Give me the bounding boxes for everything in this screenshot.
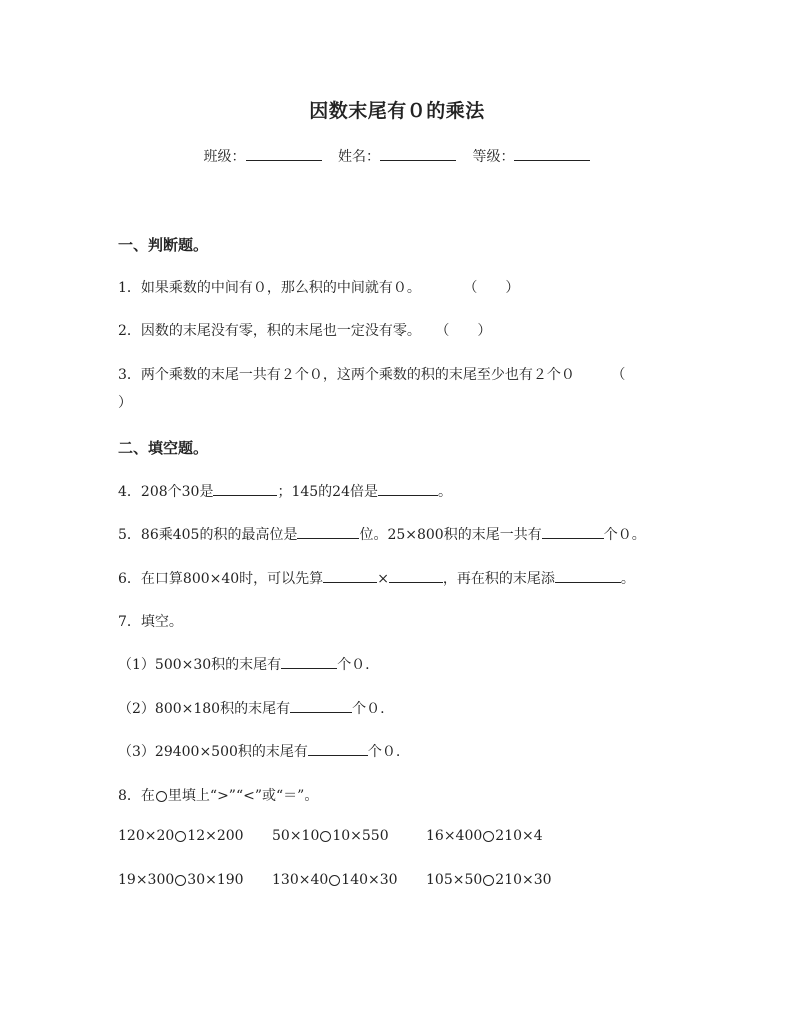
compare-5-right: 140×30: [341, 872, 398, 888]
compare-5-left: 130×40: [272, 872, 329, 888]
question-8-text-a: 8．在: [118, 788, 155, 804]
compare-item-5: [272, 872, 426, 888]
question-7-2: [118, 698, 385, 718]
question-5-text-b: 位。25×800积的末尾一共有: [359, 527, 542, 543]
question-3: [118, 364, 625, 384]
question-5-text-a: 5．86乘405的积的最高位是: [118, 527, 298, 543]
question-6-blank-1[interactable]: [323, 568, 377, 583]
question-2: [118, 320, 491, 340]
compare-item-6: [426, 872, 552, 888]
compare-6-circle[interactable]: [483, 875, 494, 886]
compare-6-right: 210×30: [495, 872, 552, 888]
question-4-blank-2[interactable]: [378, 481, 438, 496]
question-2-text: 2．因数的末尾没有零，积的末尾也一定没有零。: [118, 323, 421, 339]
compare-row-1: [118, 828, 543, 844]
question-5-blank-1[interactable]: [297, 524, 359, 539]
compare-4-circle[interactable]: [175, 875, 186, 886]
name-field: [338, 149, 460, 165]
question-7-1-text-b: 个０.: [337, 657, 370, 673]
compare-3-right: 210×4: [495, 828, 543, 844]
question-5-text-c: 个０。: [603, 527, 646, 543]
student-info-row: [0, 146, 794, 166]
compare-item-2: [272, 828, 426, 844]
class-label: 班级：: [203, 149, 246, 165]
compare-5-circle[interactable]: [329, 875, 340, 886]
question-4-text-c: 。: [438, 484, 452, 500]
question-4-text-b: ；145的24倍是: [277, 484, 378, 500]
page-title: 因数末尾有０的乘法: [309, 100, 485, 122]
question-7-3-text-b: 个０.: [367, 744, 401, 760]
compare-1-right: 12×200: [187, 828, 244, 844]
compare-3-circle[interactable]: [483, 831, 494, 842]
question-6-blank-2[interactable]: [389, 568, 443, 583]
question-1-answer-paren[interactable]: （ ）: [463, 280, 520, 296]
question-1: [118, 277, 519, 297]
question-2-answer-paren[interactable]: （ ）: [435, 323, 492, 339]
question-3-answer-paren-close: ）: [118, 395, 132, 411]
question-7-1-blank[interactable]: [281, 654, 337, 669]
question-3-answer-paren-open[interactable]: （: [611, 367, 626, 383]
question-5: [118, 524, 646, 544]
question-7-3: [118, 741, 400, 761]
question-1-text: 1．如果乘数的中间有０，那么积的中间就有０。: [118, 280, 421, 296]
grade-field: [472, 149, 590, 165]
compare-item-3: [426, 828, 543, 844]
name-label: 姓名：: [338, 149, 380, 165]
compare-1-circle[interactable]: [175, 831, 186, 842]
name-blank[interactable]: [380, 146, 456, 161]
question-6-blank-3[interactable]: [555, 568, 621, 583]
question-7: 7．填空。: [118, 614, 183, 630]
section-heading-judgement: 一、判断题。: [118, 236, 209, 254]
question-7-2-blank[interactable]: [290, 698, 352, 713]
grade-label: 等级：: [472, 149, 515, 165]
question-6-text-b: ×: [377, 571, 389, 587]
question-6-text-a: 6．在口算800×40时，可以先算: [118, 571, 324, 587]
question-3-text: 3．两个乘数的末尾一共有２个０，这两个乘数的积的末尾至少也有２个０: [118, 367, 575, 383]
compare-2-right: 10×550: [332, 828, 389, 844]
compare-item-4: [118, 872, 272, 888]
question-4: [118, 481, 452, 501]
compare-2-left: 50×10: [272, 828, 320, 844]
question-7-1: [118, 654, 370, 674]
section-heading-fill: 二、填空题。: [118, 439, 209, 457]
compare-row-2: [118, 872, 552, 888]
compare-6-left: 105×50: [426, 872, 483, 888]
question-6: [118, 568, 635, 588]
compare-1-left: 120×20: [118, 828, 175, 844]
question-8-text-b: 里填上“>”“<”或“＝”。: [167, 788, 319, 804]
class-field: [204, 149, 326, 165]
circle-icon: [156, 791, 167, 802]
compare-2-circle[interactable]: [320, 831, 331, 842]
question-6-text-d: 。: [620, 571, 635, 587]
question-7-3-blank[interactable]: [308, 741, 368, 756]
grade-blank[interactable]: [514, 146, 590, 161]
question-4-blank-1[interactable]: [213, 481, 277, 496]
question-7-1-text-a: （1）500×30积的末尾有: [118, 657, 282, 673]
question-6-text-c: ，再在积的末尾添: [442, 571, 555, 587]
question-3-wrap: [118, 392, 132, 412]
question-7-3-text-a: （3）29400×500积的末尾有: [118, 744, 308, 760]
compare-4-left: 19×300: [118, 872, 175, 888]
question-8: [118, 785, 318, 805]
question-4-text-a: 4．208个30是: [118, 484, 214, 500]
compare-3-left: 16×400: [426, 828, 483, 844]
question-5-blank-2[interactable]: [542, 524, 604, 539]
class-blank[interactable]: [246, 146, 322, 161]
compare-item-1: [118, 828, 272, 844]
question-7-2-text-b: 个０.: [352, 701, 385, 717]
question-7-2-text-a: （2）800×180积的末尾有: [118, 701, 291, 717]
compare-4-right: 30×190: [187, 872, 244, 888]
